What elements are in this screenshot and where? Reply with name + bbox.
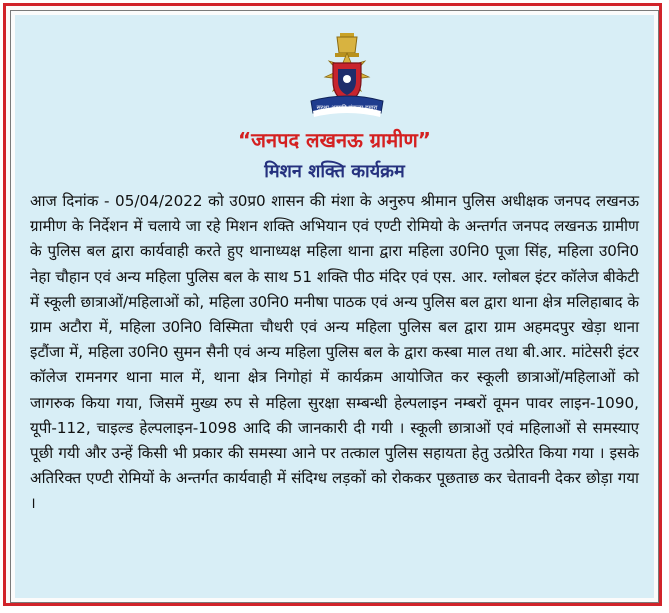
page-title: “जनपद लखनऊ ग्रामीण” [238, 128, 431, 152]
report-paragraph: आज दिनांक - 05/04/2022 को उ0प्र0 शासन की मंशा के अनुरुप श्रीमान पुलिस अधीक्षक जनपद लखनऊ ग्रामीण के निर्देशन में चलाये जा रहे मिशन शक्ति अभियान एवं एण्टी रोमियो के अन्तर्गत जनपद लखनऊ ग्रामीण के पुलिस बल द्वारा कार्यवाही करते हुए थानाध्यक्ष महिला थाना द्वारा महिला उ0नि0 पूजा सिंह, महिला उ0नि0 नेहा चौहान एवं अन्य महिला पुलिस बल के साथ 51 शक्ति पीठ मंदिर एवं एस. आर. ग्लोबल इंटर कॉलेज बीकेटी में स्कूली छात्राओं/महिलाओं को, महिला उ0नि0 मनीषा पाठक एवं अन्य पुलिस बल द्वारा थाना क्षेत्र मलिहाबाद के ग्राम अटौरा में, महिला उ0नि0 विस्मिता चौधरी एवं अन्य महिला पुलिस बल द्वारा ग्राम अहमदपुर खेड़ा थाना इटौंजा में, महिला उ0नि0 सुमन सैनी एवं अन्य महिला पुलिस बल के द्वारा कस्बा माल तथा बी.आर. मांटेसरी इंटर कॉलेज रामनगर थाना माल में, थाना क्षेत्र निगोहां में कार्यक्रम आयोजित कर स्कूली छात्राओं/महिलाओं को जागरुक किया गया, जिसमें मुख्य रुप से महिला सुरक्षा सम्बन्धी हेल्पलाइन नम्बरों वूमन पावर लाइन-1090, यूपी-112, चाइल्ड हेल्पलाइन-1098 आदि की जानकारी दी गयी । स्कूली छात्राओं एवं महिलाओं से समस्याए पूछी गयी और उन्हें किसी भी प्रकार की समस्या आने पर तत्काल पुलिस सहायता हेतु उत्प्रेरित किया गया । इसके अतिरिक्त एण्टी रोमियों के अन्तर्गत कार्यवाही में संदिग्ध लड़कों को रोककर पूछताछ कर चेतावनी देकर छोड़ा गया । [30, 192, 640, 513]
press-note-panel [15, 15, 654, 598]
up-police-emblem-icon [309, 31, 385, 125]
page-subtitle: मिशन शक्ति कार्यक्रम [264, 161, 405, 182]
emblem-motto: सुरक्षा आपकी संकल्प हमारा [316, 104, 378, 112]
emblem-graphic [309, 31, 385, 125]
